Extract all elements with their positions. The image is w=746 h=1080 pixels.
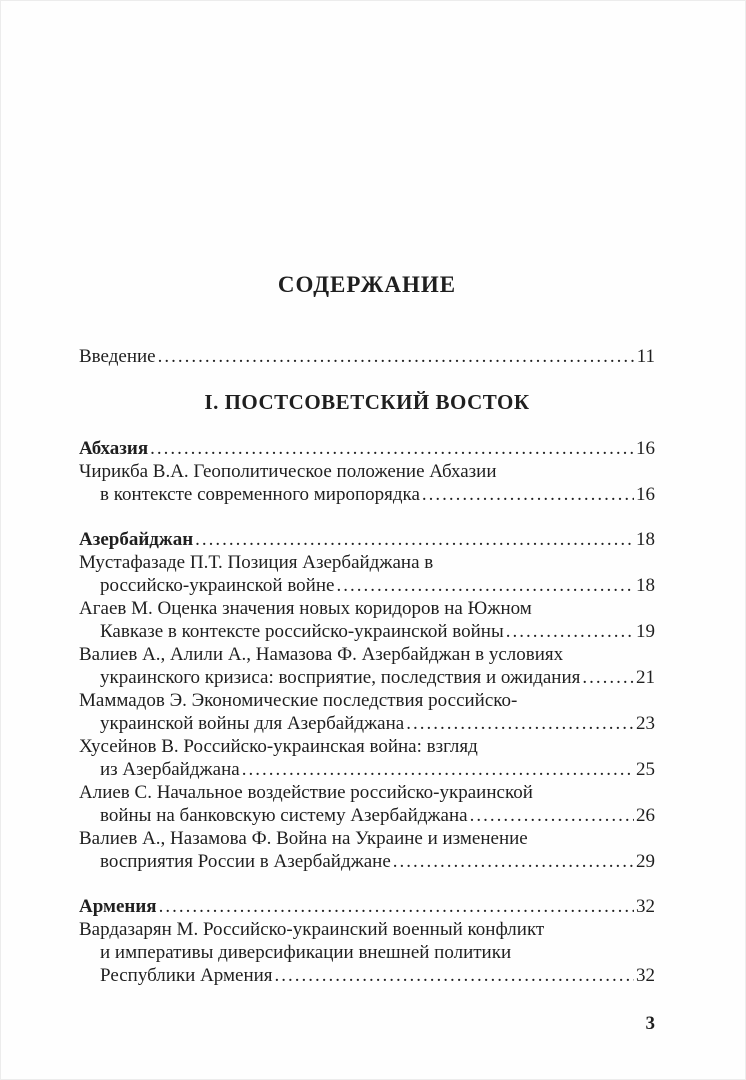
toc-page-number: 26 — [636, 805, 655, 826]
toc-entry-text: войны на банковскую систему Азербайджана — [100, 805, 468, 826]
toc-entry-text: и императивы диверсификации внешней политики — [100, 942, 512, 963]
dot-leader — [195, 528, 634, 551]
toc-line — [79, 643, 655, 666]
toc-line — [79, 827, 655, 850]
dot-leader — [582, 666, 634, 689]
toc-entry-text: Республики Армения — [100, 965, 273, 986]
dot-leader — [158, 345, 635, 368]
toc-line — [79, 758, 655, 781]
toc-page-number: 32 — [636, 896, 655, 917]
toc-entry-text: Валиев А., Назамова Ф. Война на Украине и изменение — [79, 828, 528, 849]
section-heading: I. ПОСТСОВЕТСКИЙ ВОСТОК — [204, 390, 530, 414]
toc-line — [79, 460, 655, 483]
toc-page-number: 21 — [636, 667, 655, 688]
toc-entry-text: Чирикба В.А. Геополитическое положение Абхазии — [79, 461, 497, 482]
toc-line — [79, 551, 655, 574]
dot-leader — [470, 804, 634, 827]
toc-page-number: 25 — [636, 759, 655, 780]
page-footer — [646, 1013, 656, 1035]
toc-page-number: 29 — [636, 851, 655, 872]
toc-line — [79, 528, 655, 551]
dot-leader — [150, 437, 634, 460]
dot-leader — [393, 850, 634, 873]
dot-leader — [506, 620, 634, 643]
dot-leader — [159, 895, 634, 918]
toc-line — [79, 895, 655, 918]
toc-line — [79, 941, 655, 964]
toc-entry-text: Валиев А., Алили А., Намазова Ф. Азербайджан в условиях — [79, 644, 564, 665]
toc-line — [79, 850, 655, 873]
toc-entry-text: Азербайджан — [79, 529, 194, 550]
toc-line — [79, 712, 655, 735]
toc-line — [79, 574, 655, 597]
toc-entry-text: украинской войны для Азербайджана — [100, 713, 405, 734]
dot-leader — [275, 964, 634, 987]
toc-page-number: 23 — [636, 713, 655, 734]
toc-line — [79, 964, 655, 987]
page-title: СОДЕРЖАНИЕ — [277, 272, 457, 297]
toc-line — [79, 918, 655, 941]
toc-line — [79, 437, 655, 460]
toc-entry-text: Абхазия — [79, 438, 149, 459]
toc-line — [79, 483, 655, 506]
toc-page-number: 32 — [636, 965, 655, 986]
toc-entry-text: Агаев М. Оценка значения новых коридоров на Южном — [79, 598, 532, 619]
toc-entry-text: Алиев С. Начальное воздействие российско-украинской — [79, 782, 533, 803]
dot-leader — [242, 758, 634, 781]
toc-entry-text: Мустафазаде П.Т. Позиция Азербайджана в — [79, 552, 434, 573]
dot-leader — [422, 483, 634, 506]
toc-entry-text: Хусейнов В. Российско-украинская война: взгляд — [79, 736, 478, 757]
toc-line-intro — [79, 345, 655, 368]
toc-page-number: 18 — [636, 529, 655, 550]
dot-leader — [406, 712, 634, 735]
toc-line — [79, 804, 655, 827]
toc-entry-text: восприятия России в Азербайджане — [100, 851, 391, 872]
toc-page-number: 16 — [636, 438, 655, 459]
toc-line — [79, 620, 655, 643]
toc-page-number: 18 — [636, 575, 655, 596]
toc-line — [79, 735, 655, 758]
dot-leader — [336, 574, 634, 597]
toc-page-number: 16 — [636, 484, 655, 505]
toc-line — [79, 689, 655, 712]
toc-line — [79, 666, 655, 689]
toc-line — [79, 597, 655, 620]
page-number: 3 — [645, 1013, 655, 1034]
toc-list — [79, 437, 655, 987]
toc-entry-text: в контексте современного миропорядка — [100, 484, 420, 505]
toc-line — [79, 781, 655, 804]
toc-page-number: 11 — [636, 346, 655, 367]
toc-entry-text: российско-украинской войне — [100, 575, 335, 596]
toc-entry-text: Вардазарян М. Российско-украинский военный конфликт — [79, 919, 545, 940]
toc-entry-text: Армения — [79, 896, 157, 917]
toc-entry-text: украинского кризиса: восприятие, последствия и ожидания — [100, 667, 581, 688]
toc-entry-text: из Азербайджана — [100, 759, 240, 780]
toc-entry-text: Введение — [79, 346, 156, 367]
toc-entry-text: Маммадов Э. Экономические последствия российско- — [79, 690, 518, 711]
toc-page-number: 19 — [636, 621, 655, 642]
toc-entry-text: Кавказе в контексте российско-украинской войны — [100, 621, 504, 642]
